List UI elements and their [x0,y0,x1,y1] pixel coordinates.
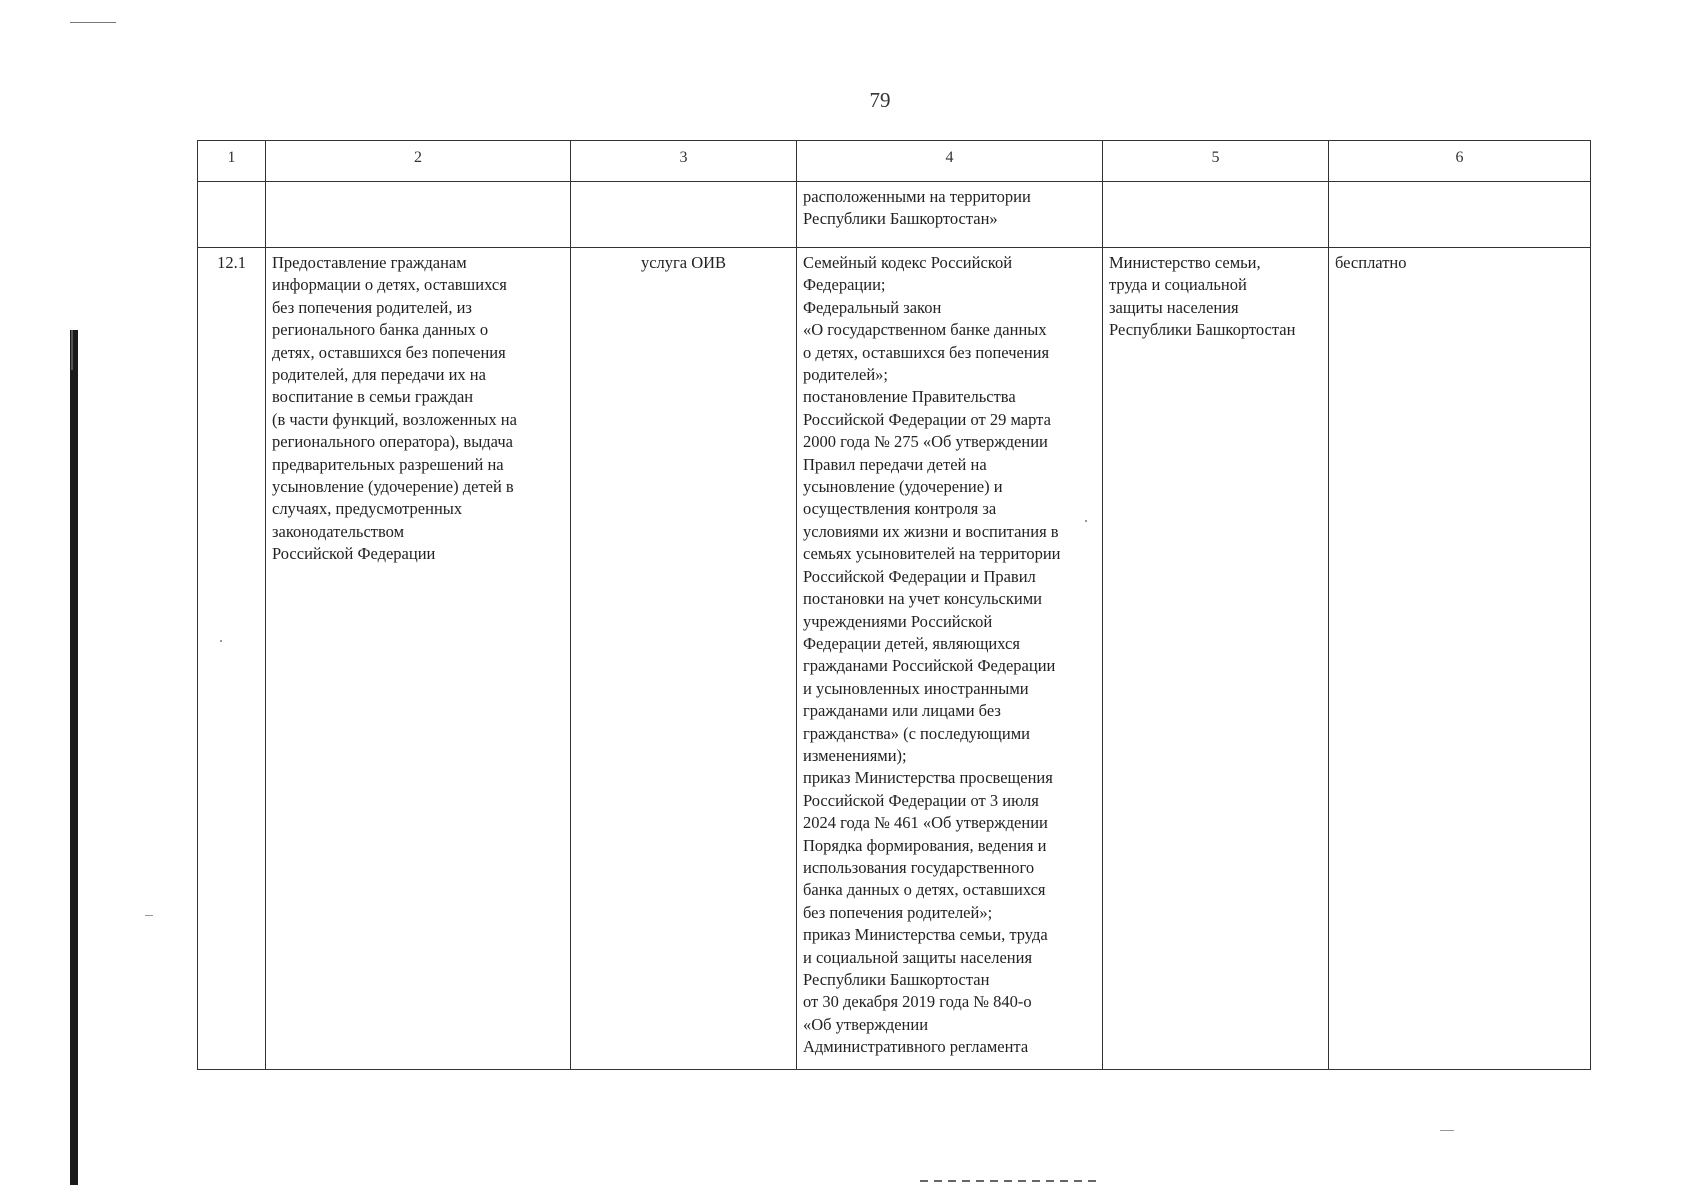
service-name-cell: Предоставление гражданам информации о детях, оставшихся без попечения родителей, из регионального банка данных о детях, оставшихся без попечения родителей, для передачи их на воспитание в семьи граждан (в части функций, возложенных на регионального оператора), выдача предварительных разрешений на усыновление (удочерение) детей в случаях, предусмотренных законодательством Российской Федерации [266,248,571,1070]
column-header-3: 3 [571,141,797,182]
legal-basis-cell: Семейный кодекс Российской Федерации; Федеральный закон «О государственном банке данных о детях, оставшихся без попечения родителей»; постановление Правительства Российской Федерации от 29 марта 2000 года № 275 «Об утверждении Правил передачи детей на усыновление (удочерение) и осуществления контроля за условиями их жизни и воспитания в семьях усыновителей на территории Российской Федерации и Правил постановки на учет консульскими учреждениями Российской Федерации детей, являющихся гражданами Российской Федерации и усыновленных иностранными гражданами или лицами без гражданства» (с последующими изменениями); приказ Министерства просвещения Российской Федерации от 3 июля 2024 года № 461 «Об утверждении Порядка формирования, ведения и использования государственного банка данных о детях, оставшихся без попечения родителей»; приказ Министерства семьи, труда и социальной защиты населения Республики Башкортостан от 30 декабря 2019 года № 840-о «Об утверждении Административного регламента [797,248,1103,1070]
legal-basis-cell: расположенными на территории Республики Башкортостан» [797,182,1103,248]
column-header-5: 5 [1103,141,1329,182]
row-number-cell [198,182,266,248]
scan-mark-bottom [920,1180,1100,1182]
column-header-1: 1 [198,141,266,182]
authority-cell [1103,182,1329,248]
service-type-cell: услуга ОИВ [571,248,797,1070]
authority-cell: Министерство семьи, труда и социальной защиты населения Республики Башкортостан [1103,248,1329,1070]
scan-mark-top [70,22,116,23]
scan-speck [145,915,153,916]
column-header-4: 4 [797,141,1103,182]
scan-speck [1440,1130,1454,1131]
row-number-cell: 12.1 [198,248,266,1070]
fee-cell: бесплатно [1329,248,1591,1070]
registry-table [197,140,1591,1070]
fee-cell [1329,182,1591,248]
scan-binding-edge [70,330,78,1185]
table-row [198,248,1591,1070]
scan-binding-edge-top [71,330,73,370]
column-header-6: 6 [1329,141,1591,182]
page-number: 79 [869,88,891,112]
column-header-2: 2 [266,141,571,182]
service-name-cell [266,182,571,248]
table-row [198,182,1591,248]
table-header-row [198,141,1591,182]
service-type-cell [571,182,797,248]
